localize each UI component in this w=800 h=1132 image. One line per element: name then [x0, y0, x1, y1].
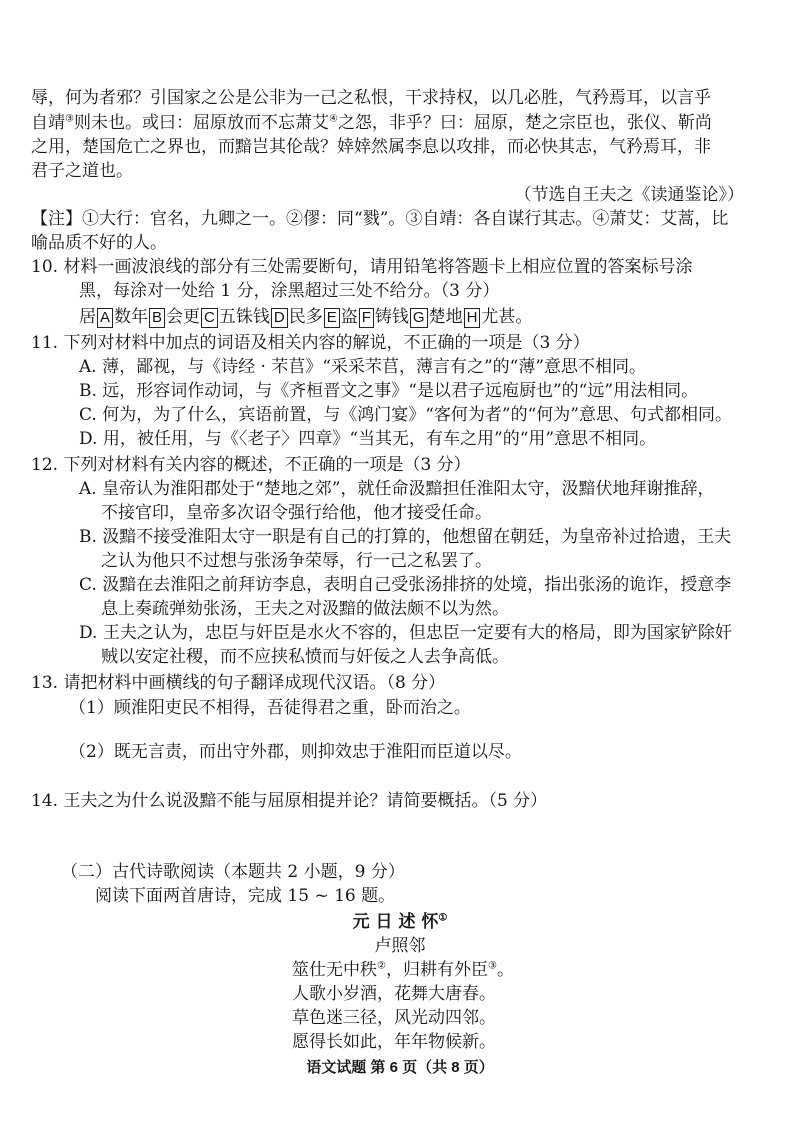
- segment-text: 盗: [340, 307, 358, 327]
- page-footer: 语文试题 第 6 页（共 8 页）: [306, 1059, 494, 1076]
- q12-stem: 12. 下列对材料有关内容的概述，不正确的一项是（3 分）: [31, 455, 471, 475]
- poem-line-4: 愿得长如此，年年物候新。: [292, 1032, 496, 1052]
- note-line-1: 【注】①大行：官名，九卿之一。②僇：同“戮”。③自靖：各自谋行其志。④萧艾：艾蒿，比: [31, 209, 729, 229]
- q10-stem-line-2: 黑，每涂对一处给 1 分，涂黑超过三处不给分。（3 分）: [79, 281, 500, 301]
- q13-sentence-1: （1）顾淮阳吏民不相得，吾徒得君之重，卧而治之。: [69, 698, 471, 718]
- passage-text: 之怨，非乎？曰：屈原，楚之宗臣也，张仪、靳尚: [337, 113, 712, 133]
- q12-option-a-line-2: 不接官印，皇帝多次诏令强行给他，他才接受任命。: [101, 503, 492, 523]
- answer-box-a[interactable]: A: [97, 308, 113, 328]
- footnote-marker: ③: [487, 960, 497, 972]
- segment-text: 数年: [114, 307, 149, 327]
- segment-text: 楚地: [428, 307, 463, 327]
- section-heading: （二）古代诗歌阅读（本题共 2 小题，9 分）: [61, 862, 405, 882]
- poem-title-text: 元 日 述 怀: [352, 912, 439, 932]
- segment-text: 居: [79, 307, 96, 327]
- q11-option-b[interactable]: B. 远，形容词作动词，与《齐桓晋文之事》“是以君子远庖厨也”的“远”用法相同。: [79, 381, 699, 401]
- q10-stem-line-1: 10. 材料一画波浪线的部分有三处需要断句，请用铅笔将答题卡上相应位置的答案标号涂: [31, 257, 693, 277]
- q12-option-a-line-1[interactable]: A. 皇帝认为淮阳郡处于“楚地之郊”，就任命汲黯担任淮阳太守，汲黯伏地拜谢推辞，: [79, 479, 715, 499]
- poem-text: ，归耕有外臣: [385, 960, 488, 980]
- note-line-2: 喻品质不好的人。: [31, 233, 167, 253]
- footnote-marker: ③: [65, 113, 74, 125]
- q11-option-c[interactable]: C. 何为，为了什么，宾语前置，与《鸿门宴》“客何为者”的“何为”意思、句式都相同。: [79, 405, 732, 425]
- passage-line-4: 君子之道也。: [31, 161, 133, 181]
- q12-option-d-line-2: 贼以安定社稷，而不应挟私愤而与奸佞之人去争高低。: [101, 647, 509, 667]
- segment-text: 民多: [288, 307, 323, 327]
- q11-option-d[interactable]: D. 用，被任用，与《〈老子〉四章》“当其无，有车之用”的“用”意思不相同。: [79, 429, 657, 449]
- q12-option-c-line-2: 息上奏疏弹劾张汤，王夫之对汲黯的做法颇不以为然。: [101, 599, 509, 619]
- q12-option-c-line-1[interactable]: C. 汲黯在去淮阳之前拜访李息，表明自己受张汤排挤的处境，指出张汤的诡诈，授意李: [79, 575, 732, 595]
- q12-option-d-line-1[interactable]: D. 王夫之认为，忠臣与奸臣是水火不容的，但忠臣一定要有大的格局，即为国家铲除奸: [79, 623, 732, 643]
- poem-line-3: 草色迷三径，风光动四邻。: [292, 1008, 496, 1028]
- section-intro: 阅读下面两首唐诗，完成 15 ~ 16 题。: [95, 886, 396, 906]
- q13-stem: 13. 请把材料中画横线的句子翻译成现代汉语。（8 分）: [31, 673, 446, 693]
- poem-title: [0, 910, 800, 934]
- segment-text: 五铢钱: [218, 307, 270, 327]
- passage-text: 自靖: [31, 113, 65, 133]
- passage-line-2: [31, 111, 712, 135]
- answer-box-g[interactable]: G: [410, 308, 428, 328]
- segment-text: 铸钱: [374, 307, 409, 327]
- segment-text: 尤甚。: [481, 307, 533, 327]
- answer-box-e[interactable]: E: [324, 308, 340, 328]
- q12-option-b-line-2: 之认为他只不过想与张汤争荣辱，行一己之私罢了。: [101, 551, 492, 571]
- passage-source: （节选自王夫之《读通鉴论》）: [514, 185, 744, 205]
- q10-segment-line: [79, 305, 532, 329]
- poem-text: 筮仕无中秩: [292, 960, 377, 980]
- answer-box-d[interactable]: D: [271, 308, 288, 328]
- q11-option-a[interactable]: A. 薄，鄙视，与《诗经 · 芣苢》“采采芣苢，薄言有之”的“薄”意思不相同。: [79, 357, 647, 377]
- poem-line-2: 人歌小岁酒，花舞大唐春。: [292, 984, 496, 1004]
- q13-sentence-2: （2）既无言责，而出守外郡，则抑效忠于淮阳而臣道以尽。: [69, 742, 522, 762]
- q11-stem: 11. 下列对材料中加点的词语及相关内容的解说，不正确的一项是（3 分）: [31, 333, 590, 353]
- answer-box-c[interactable]: C: [201, 308, 218, 328]
- footnote-marker: ④: [328, 113, 338, 125]
- poem-line-1: [292, 958, 514, 982]
- q14-stem: 14. 王夫之为什么说汲黯不能与屈原相提并论？请简要概括。（5 分）: [31, 791, 548, 811]
- passage-text: 则未也。或曰：屈原放而不忘萧艾: [73, 113, 329, 133]
- footnote-marker: ②: [377, 960, 386, 972]
- passage-line-1: 辱，何为者邪？引国家之公是公非为一己之私恨，干求持权，以几必胜，气矜焉耳，以言乎: [31, 88, 711, 108]
- segment-text: 会更: [166, 307, 201, 327]
- passage-line-3: 之用，楚国危亡之界也，而黯岂其伦哉？婞婞然属李息以攻排，而必快其志，气矜焉耳，非: [31, 137, 711, 157]
- answer-box-b[interactable]: B: [149, 308, 165, 328]
- poem-author: 卢照邻: [374, 936, 426, 956]
- answer-box-h[interactable]: H: [464, 308, 481, 328]
- footnote-marker: ①: [438, 912, 448, 924]
- q12-option-b-line-1[interactable]: B. 汲黯不接受淮阳太守一职是有自己的打算的，他想留在朝廷，为皇帝补过拾遗，王夫: [79, 527, 732, 547]
- poem-text: 。: [496, 960, 514, 980]
- answer-box-f[interactable]: F: [359, 308, 374, 328]
